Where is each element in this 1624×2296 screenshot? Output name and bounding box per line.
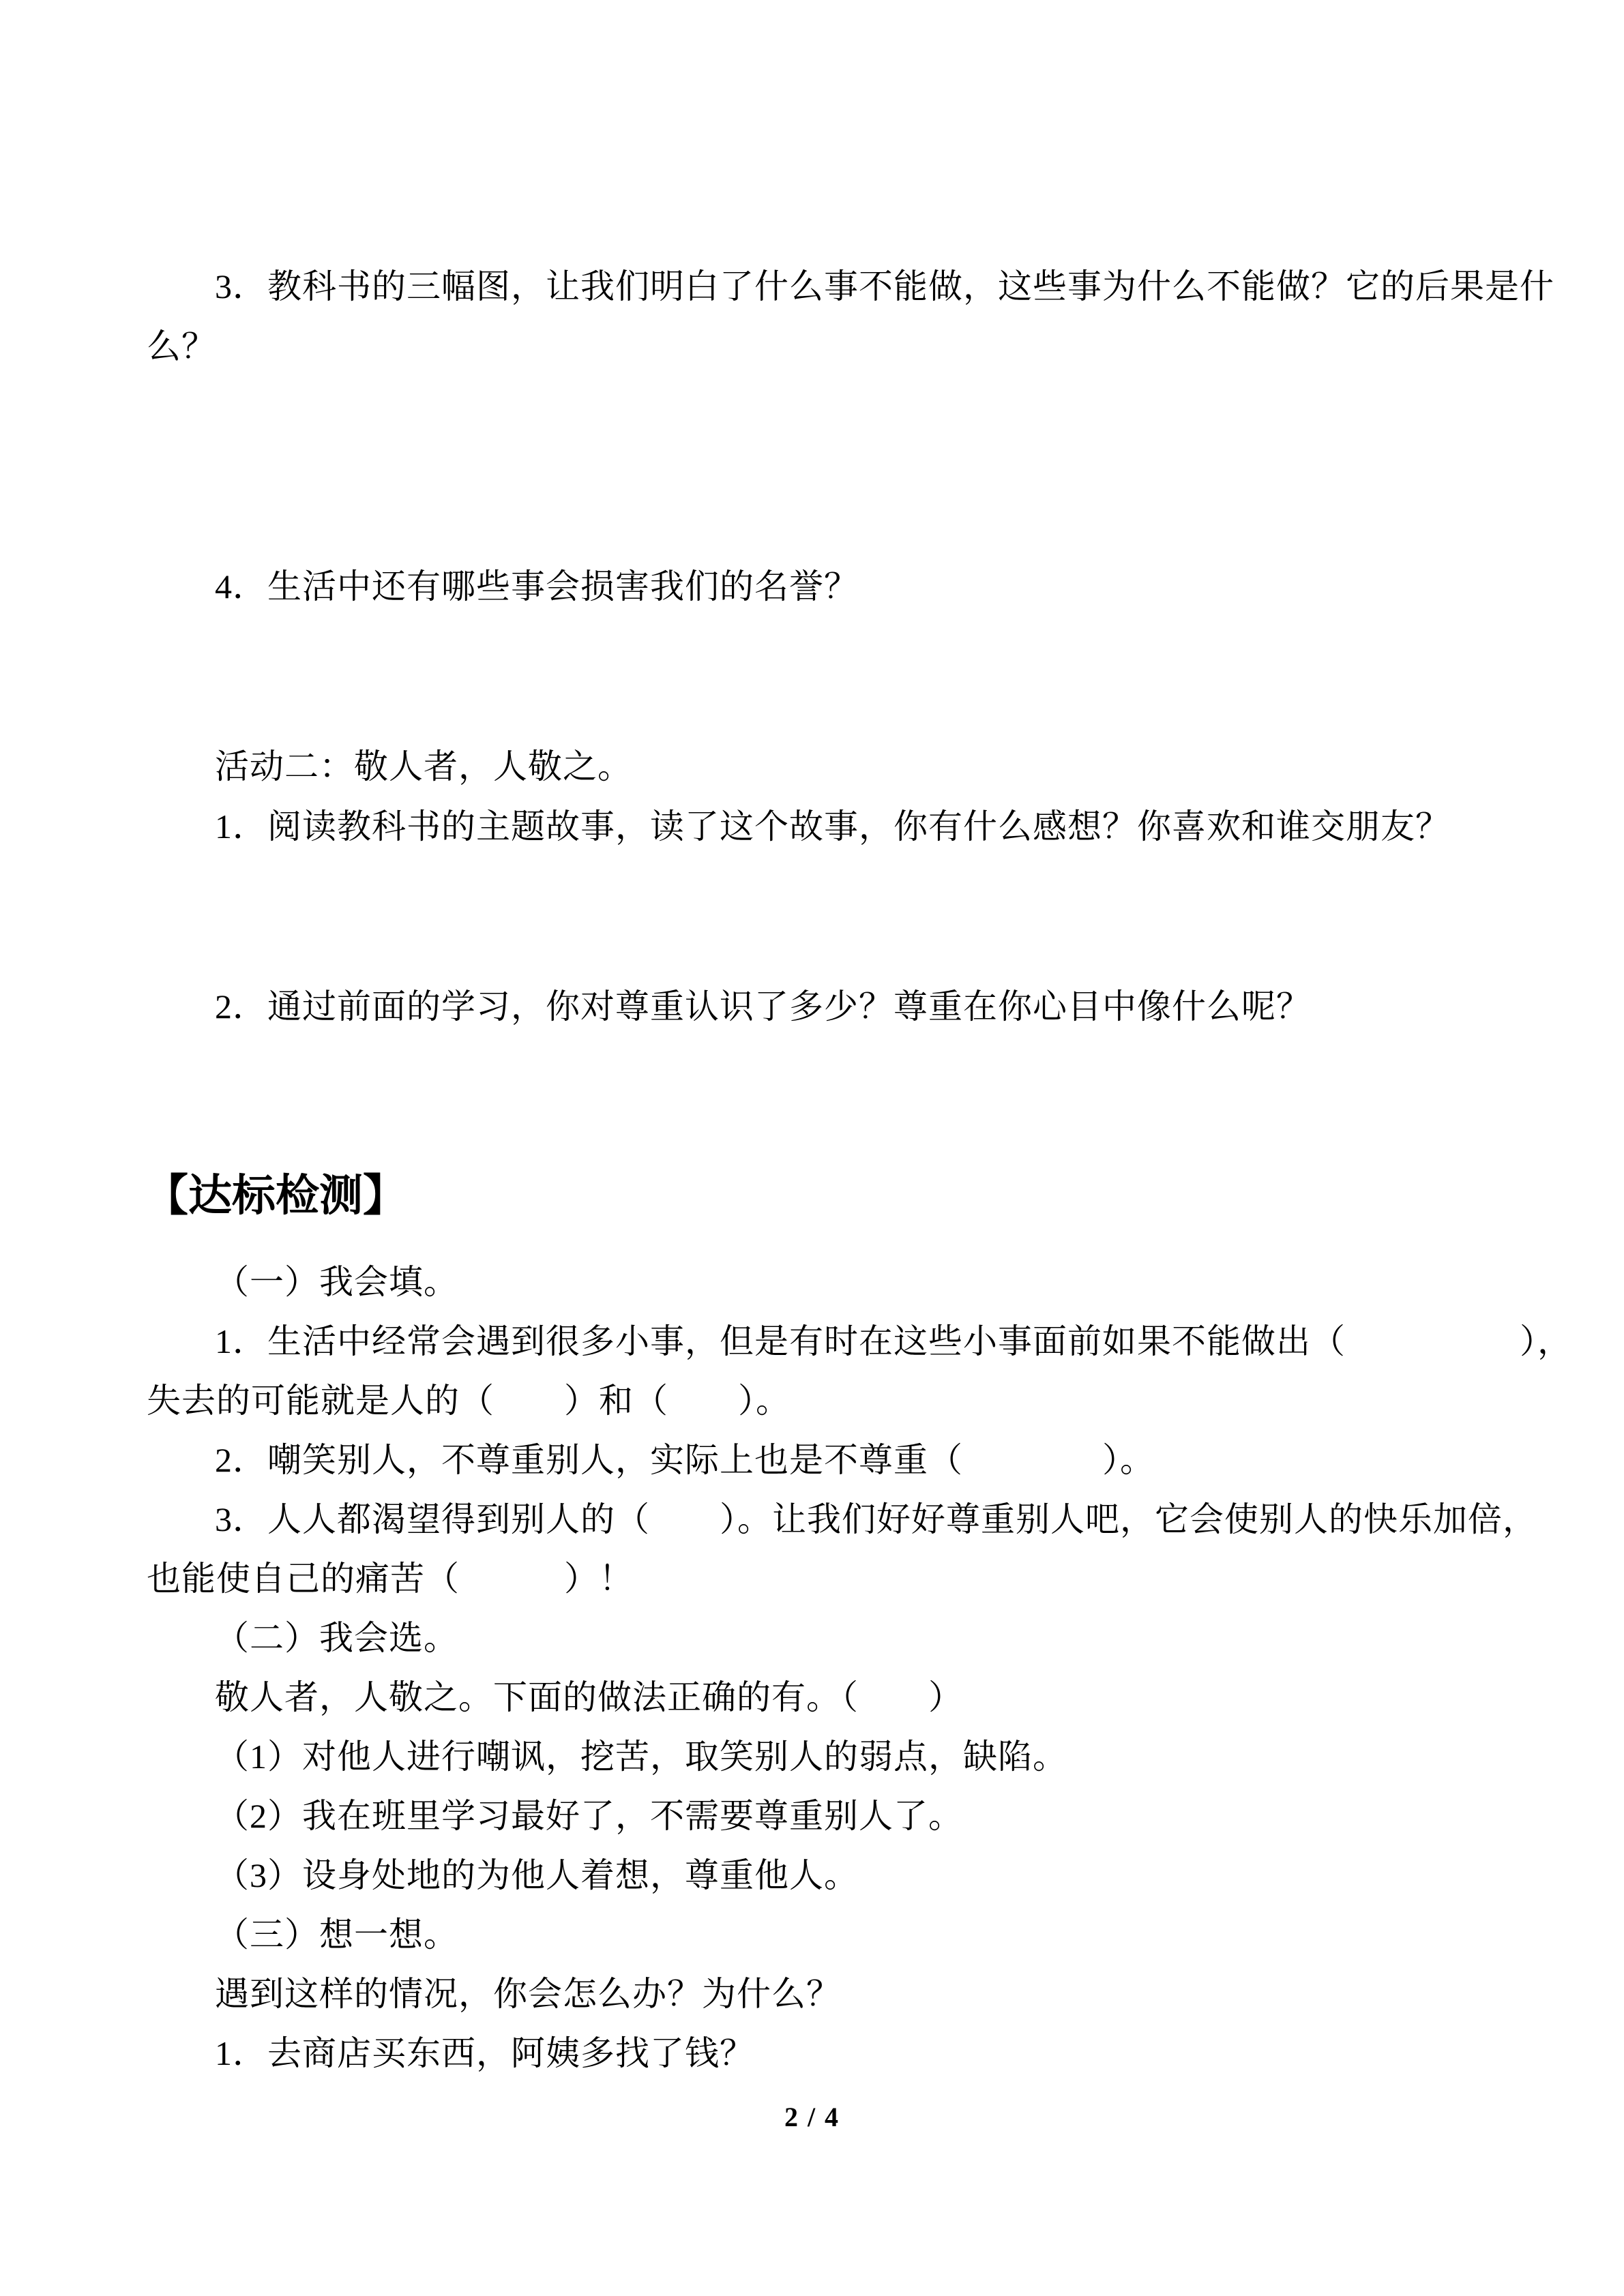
think-section-title: （三）想一想。 (215, 1915, 458, 1954)
choose-question-stem: 敬人者，人敬之。下面的做法正确的有。（ ） (215, 1678, 963, 1716)
choose-section-title: （二）我会选。 (215, 1619, 458, 1657)
fill-question3-line1: 3．人人都渴望得到别人的（ ）。让我们好好尊重别人吧，它会使别人的快乐加倍， (215, 1500, 1537, 1538)
activity1-question3-line1: 3．教科书的三幅图，让我们明白了什么事不能做，这些事为什么不能做？它的后果是什 (215, 267, 1554, 305)
think-question1: 1．去商店买东西，阿姨多找了钱？ (215, 2034, 754, 2072)
think-question-stem: 遇到这样的情况，你会怎么办？为什么？ (215, 1975, 841, 2013)
fill-section-title: （一）我会填。 (215, 1263, 458, 1301)
choose-option-3: （3）设身处地的为他人着想，尊重他人。 (215, 1856, 859, 1894)
fill-question1-line2: 失去的可能就是人的（ ）和（ ）。 (147, 1382, 791, 1420)
activity1-question4: 4．生活中还有哪些事会损害我们的名誉？ (215, 567, 859, 606)
activity2-title: 活动二：敬人者，人敬之。 (215, 747, 632, 786)
fill-question1-line1: 1．生活中经常会遇到很多小事，但是有时在这些小事面前如果不能做出（ ）， (215, 1322, 1572, 1360)
fill-question3-line2: 也能使自己的痛苦（ ）！ (147, 1560, 634, 1598)
page-number: 2 / 4 (784, 2102, 840, 2132)
choose-option-1: （1）对他人进行嘲讽，挖苦，取笑别人的弱点，缺陷。 (215, 1738, 1067, 1776)
activity2-question2: 2．通过前面的学习，你对尊重认识了多少？尊重在你心目中像什么呢？ (215, 987, 1311, 1026)
fill-question2: 2．嘲笑别人，不尊重别人，实际上也是不尊重（ ）。 (215, 1441, 1155, 1479)
activity2-question1: 1．阅读教科书的主题故事，读了这个故事，你有什么感想？你喜欢和谁交朋友？ (215, 807, 1450, 846)
choose-option-2: （2）我在班里学习最好了，不需要尊重别人了。 (215, 1797, 963, 1835)
activity1-question3-line2: 么？ (147, 327, 216, 366)
assessment-header: 【达标检测】 (145, 1172, 407, 1220)
